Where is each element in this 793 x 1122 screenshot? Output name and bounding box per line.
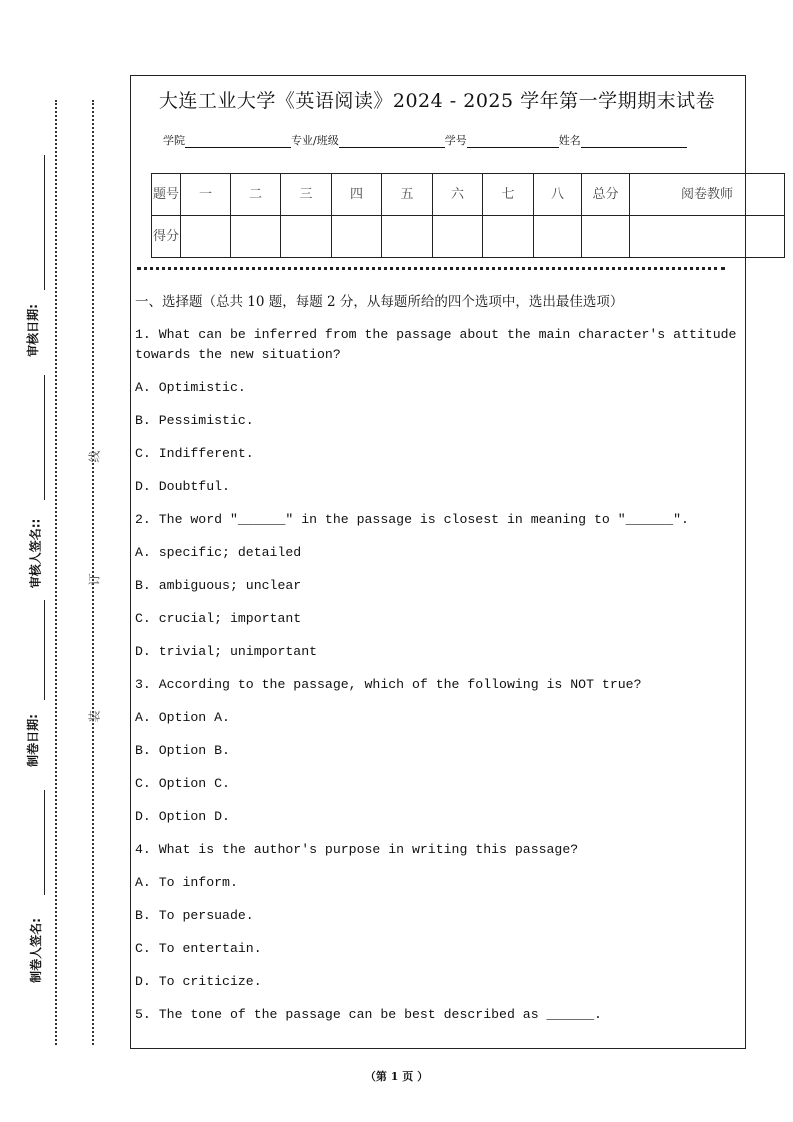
major-label: 专业/班级 [291, 134, 339, 147]
score-cell[interactable] [382, 216, 433, 258]
score-cell[interactable] [433, 216, 483, 258]
option-1-c[interactable]: C. Indifferent. [135, 446, 254, 461]
college-field[interactable] [185, 133, 291, 148]
option-3-d[interactable]: D. Option D. [135, 809, 230, 824]
college-label: 学院 [163, 134, 185, 147]
section-heading: 一、选择题（总共 10 题，每题 2 分，从每题所给的四个选项中，选出最佳选项） [135, 294, 624, 310]
score-cell[interactable] [281, 216, 332, 258]
col-header: 总分 [582, 174, 630, 216]
page-number: （第 1 页 ） [364, 1070, 429, 1083]
option-3-a[interactable]: A. Option A. [135, 710, 230, 725]
student-info [163, 132, 687, 148]
maker-sign-line [44, 790, 45, 895]
header-row [152, 174, 785, 216]
name-label: 姓名 [558, 134, 581, 147]
bind-char-xian: 线 [87, 450, 102, 463]
score-cell[interactable] [483, 216, 534, 258]
score-cell[interactable] [231, 216, 281, 258]
col-header: 三 [281, 174, 332, 216]
binding-dotted-line-outer [55, 100, 57, 1045]
col-header: 五 [382, 174, 433, 216]
bind-char-zhuang: 装 [87, 710, 102, 723]
option-1-d[interactable]: D. Doubtful. [135, 479, 230, 494]
score-table [151, 173, 785, 258]
col-header: 一 [181, 174, 231, 216]
make-date-label: 制卷日期: [25, 714, 40, 767]
col-header: 六 [433, 174, 483, 216]
score-label: 得分 [152, 216, 181, 258]
option-2-a[interactable]: A. specific; detailed [135, 545, 302, 560]
option-3-b[interactable]: B. Option B. [135, 743, 230, 758]
option-2-b[interactable]: B. ambiguous; unclear [135, 578, 302, 593]
option-1-a[interactable]: A. Optimistic. [135, 380, 246, 395]
question-5: 5. The tone of the passage can be best described as ______. [135, 1007, 602, 1022]
id-label: 学号 [444, 134, 467, 147]
bind-char-ding: 订 [87, 573, 102, 586]
option-1-b[interactable]: B. Pessimistic. [135, 413, 254, 428]
score-row [152, 216, 785, 258]
option-4-d[interactable]: D. To criticize. [135, 974, 262, 989]
col-header: 阅卷教师 [630, 174, 785, 216]
questions-area [135, 292, 745, 1038]
score-cell[interactable] [332, 216, 382, 258]
score-cell[interactable] [181, 216, 231, 258]
name-field[interactable] [581, 133, 687, 148]
question-1: 1. What can be inferred from the passage about the main character's attitude towards the new situation? [135, 327, 745, 362]
option-2-d[interactable]: D. trivial; unimportant [135, 644, 318, 659]
dotted-separator [137, 267, 725, 270]
option-3-c[interactable]: C. Option C. [135, 776, 230, 791]
option-4-b[interactable]: B. To persuade. [135, 908, 254, 923]
option-4-c[interactable]: C. To entertain. [135, 941, 262, 956]
question-2: 2. The word "______" in the passage is closest in meaning to "______". [135, 512, 689, 527]
option-4-a[interactable]: A. To inform. [135, 875, 238, 890]
exam-title: 大连工业大学《英语阅读》2024 - 2025 学年第一学期期末试卷 [158, 90, 716, 112]
review-date-label: 审核日期: [25, 304, 40, 357]
major-field[interactable] [339, 133, 445, 148]
make-date-line [44, 600, 45, 700]
score-cell[interactable] [630, 216, 785, 258]
header-label: 题号 [152, 174, 181, 216]
col-header: 八 [534, 174, 582, 216]
option-2-c[interactable]: C. crucial; important [135, 611, 302, 626]
reviewer-sign-label: 审核人签名:: [28, 518, 43, 589]
review-date-line [44, 155, 45, 290]
question-3: 3. According to the passage, which of the following is NOT true? [135, 677, 642, 692]
col-header: 二 [231, 174, 281, 216]
score-cell[interactable] [582, 216, 630, 258]
maker-sign-label: 制卷人签名: [28, 918, 43, 983]
id-field[interactable] [467, 133, 559, 148]
question-4: 4. What is the author's purpose in writing this passage? [135, 842, 579, 857]
col-header: 七 [483, 174, 534, 216]
col-header: 四 [332, 174, 382, 216]
reviewer-sign-line [44, 375, 45, 500]
score-cell[interactable] [534, 216, 582, 258]
